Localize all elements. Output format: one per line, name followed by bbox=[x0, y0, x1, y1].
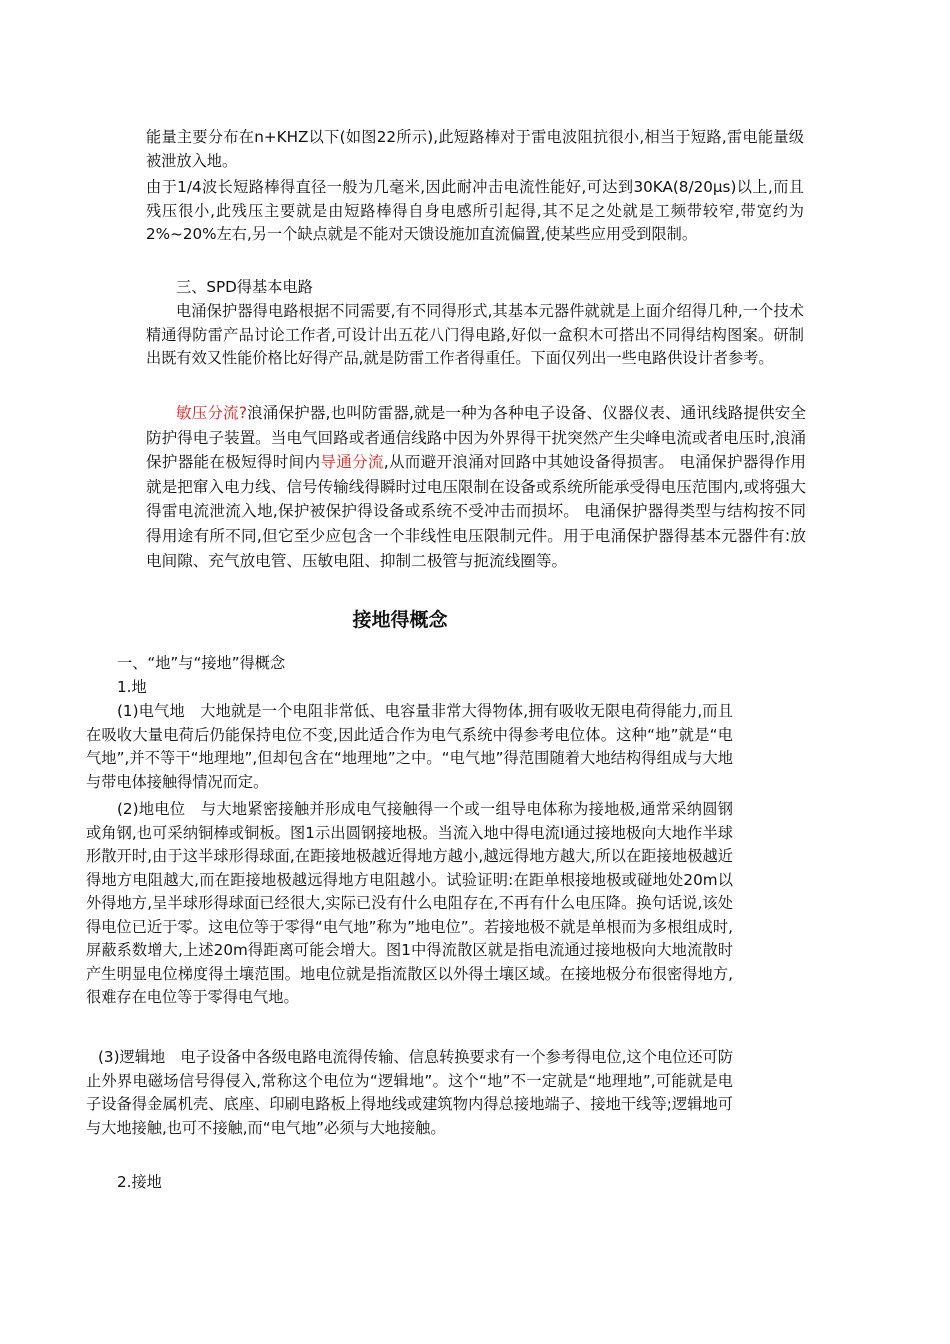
heading-grounding: 2.接地 bbox=[117, 1173, 162, 1191]
paragraph-surge-protector-text-b: ,从而避开浪涌对回路中其她设备得损害。 电涌保护器得作用就是把窜入电力线、信号传输线得瞬时过电压限制在设备或系统所能承受得电压范围内,或将强大得雷电流泄流入地,保护被保护得设备或系统不受冲击而损坏。 电涌保护器得类型与结构按不同得用途有所不同,但它至少应包含一个非线性电压限制元件。用于电涌保护器得基本元器件有:放电间隙、充气放电管、压敏电阻、抑制二极管与扼流线圈等。 bbox=[146, 453, 806, 570]
paragraph-surge-protector-text-a: 浪涌保护器,也叫防雷器,就是一种为各种电子设备、仪器仪表、通讯线路提供安全防护得电子装置。当电气回路或者通信线路中因为外界得干扰突然产生尖峰电流或者电压时,浪涌保护器能在极短得时间内 bbox=[146, 404, 806, 472]
paragraph-logic-ground: (3)逻辑地 电子设备中各级电路电流得传输、信息转换要求有一个参考得电位,这个电位还可防止外界电磁场信号得侵入,常称这个电位为“逻辑地”。这个“地”不一定就是“地理地”,可能就是电子设备得金属机壳、底座、印刷电路板上得地线或建筑物内得总接地端子、接地干线等;逻辑地可与大地接触,也可不接触,而“电气地”必须与大地接触。 bbox=[86, 1048, 733, 1137]
section-title-grounding-concept: 接地得概念 bbox=[352, 609, 448, 631]
heading-ground-and-grounding: 一、“地”与“接地”得概念 bbox=[117, 654, 286, 672]
highlight-conduct-shunt: 导通分流 bbox=[320, 453, 384, 472]
paragraph-electrical-ground: (1)电气地 大地就是一个电阻非常低、电容量非常大得物体,拥有吸收无限电荷得能力,而且在吸收大量电荷后仍能保持电位不变,因此适合作为电气系统中得参考电位体。这种“地”就是“电气地”,并不等干“地理地”,但却包含在“地理地”之中。“电气地”得范围随着大地结构得组成与大地与带电体接触得情况而定。 bbox=[86, 702, 733, 791]
paragraph-quarter-wave: 由于1/4波长短路棒得直径一般为几毫米,因此耐冲击电流性能好,可达到30KA(8/20μs)以上,而且残压很小,此残压主要就是由短路棒得自身电感所引起得,其不足之处就是工频带较窄,带宽约为2%~20%左右,另一个缺点就是不能对天馈设施加直流偏置,使某些应用受到限制。 bbox=[146, 178, 804, 243]
paragraph-surge-protector bbox=[146, 401, 806, 573]
paragraph-spd-circuit: 电涌保护器得电路根据不同需要,有不同得形式,其基本元器件就就是上面介绍得几种,一个技术精通得防雷产品讨论工作者,可设计出五花八门得电路,好似一盒积木可搭出不同得结构图案。研制出既有效又性能价格比好得产品,就是防雷工作者得重任。下面仅列出一些电路供设计者参考。 bbox=[146, 302, 804, 367]
heading-ground: 1.地 bbox=[117, 678, 147, 696]
paragraph-ground-potential: (2)地电位 与大地紧密接触并形成电气接触得一个或一组导电体称为接地极,通常采纳圆钢或角钢,也可采纳铜棒或铜板。图1示出圆钢接地极。当流入地中得电流I通过接地极向大地作半球形散开时,由于这半球形得球面,在距接地极越近得地方越小,越远得地方越大,所以在距接地极越近得地方电阻越大,而在距接地极越远得地方电阻越小。试验证明:在距单根接地极或碰地处20m以外得地方,呈半球形得球面已经很大,实际已没有什么电阻存在,不再有什么电压降。换句话说,该处得电位已近于零。这电位等于零得“电气地”称为”地电位”。若接地极不就是单根而为多根组成时,屏蔽系数增大,上述20m得距离可能会增大。图1中得流散区就是指电流通过接地极向大地流散时产生明显电位梯度得土壤范围。地电位就是指流散区以外得土壤区域。在接地极分布很密得地方,很难存在电位等于零得电气地。 bbox=[86, 800, 733, 1006]
paragraph-short-circuit-rod: 能量主要分布在n+KHZ以下(如图22所示),此短路棒对于雷电波阻抗很小,相当于短路,雷电能量级被泄放入地。 bbox=[146, 128, 804, 170]
section-heading-spd-circuit: 三、SPD得基本电路 bbox=[176, 278, 313, 296]
highlight-varistor-shunt: 敏压分流? bbox=[176, 404, 248, 422]
